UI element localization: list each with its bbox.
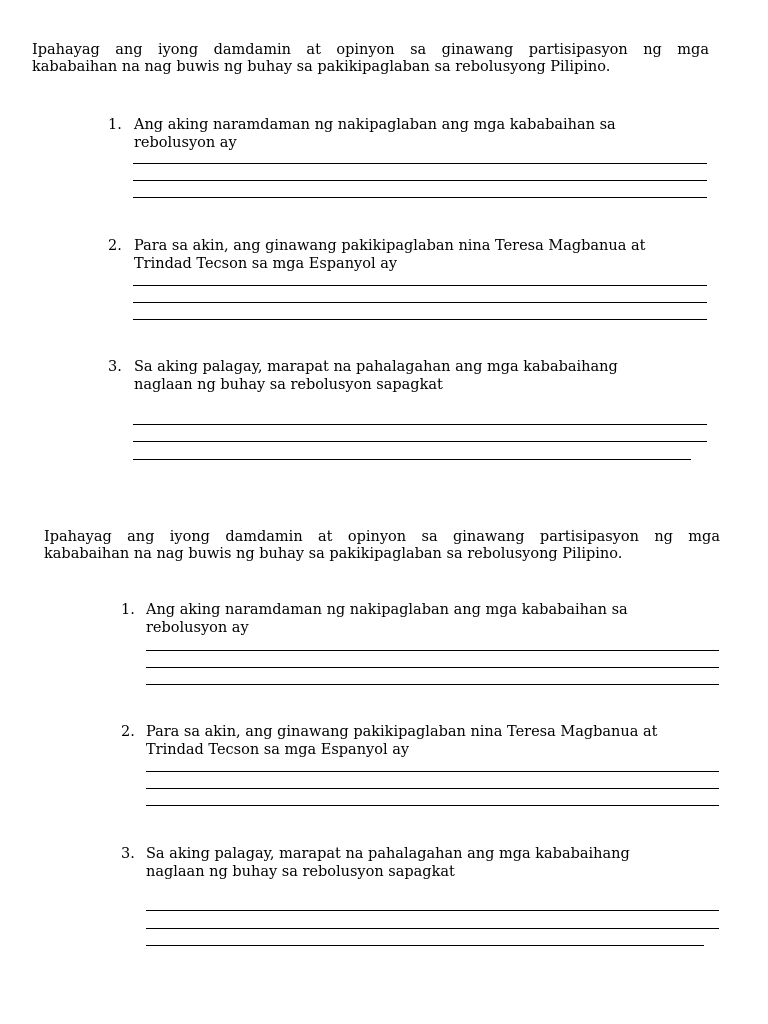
question-text-line-1: Ang aking naramdaman ng nakipaglaban ang mga kababaihan sa: [134, 117, 616, 133]
answer-line[interactable]: [146, 805, 719, 806]
answer-line[interactable]: [146, 910, 719, 911]
question-text-line-2: naglaan ng buhay sa rebolusyon sapagkat: [146, 864, 455, 880]
instruction-line-2: kababaihan na nag buwis ng buhay sa pakikipaglaban sa rebolusyong Pilipino.: [44, 546, 623, 562]
question-text-line-2: rebolusyon ay: [146, 620, 249, 636]
question-number: 1.: [121, 602, 135, 618]
question-text-line-2: naglaan ng buhay sa rebolusyon sapagkat: [134, 377, 443, 393]
question-number: 3.: [108, 359, 122, 375]
instruction-line-2: kababaihan na nag buwis ng buhay sa pakikipaglaban sa rebolusyong Pilipino.: [32, 59, 611, 75]
answer-line[interactable]: [146, 945, 704, 946]
question-text: [146, 845, 630, 881]
question-number: 2.: [108, 238, 122, 254]
question-text-line-1: Sa aking palagay, marapat na pahalagahan ang mga kababaihang: [134, 359, 618, 375]
question-text-line-1: Ang aking naramdaman ng nakipaglaban ang mga kababaihan sa: [146, 602, 628, 618]
answer-line[interactable]: [146, 928, 719, 929]
worksheet-instruction: [44, 529, 720, 563]
question-text: [146, 723, 657, 759]
answer-line[interactable]: [146, 788, 719, 789]
question-number: 2.: [121, 724, 135, 740]
instruction-line-1: Ipahayag ang iyong damdamin at opinyon sa ginawang partisipasyon ng mga: [44, 529, 720, 545]
question-text-line-2: Trindad Tecson sa mga Espanyol ay: [146, 742, 410, 758]
question-text-line-1: Para sa akin, ang ginawang pakikipaglaban nina Teresa Magbanua at: [146, 724, 658, 740]
question-number: 1.: [108, 117, 122, 133]
question-number: 3.: [121, 846, 135, 862]
question-text: [146, 601, 628, 637]
question-text-line-2: rebolusyon ay: [134, 135, 237, 151]
answer-line[interactable]: [146, 684, 719, 685]
question-text-line-1: Sa aking palagay, marapat na pahalagahan ang mga kababaihang: [146, 846, 630, 862]
instruction-line-1: Ipahayag ang iyong damdamin at opinyon sa ginawang partisipasyon ng mga: [32, 42, 709, 58]
answer-line[interactable]: [146, 771, 719, 772]
question-text-line-2: Trindad Tecson sa mga Espanyol ay: [134, 256, 398, 272]
question-text-line-1: Para sa akin, ang ginawang pakikipaglaban nina Teresa Magbanua at: [134, 238, 646, 254]
answer-line[interactable]: [146, 650, 719, 651]
answer-line[interactable]: [146, 667, 719, 668]
